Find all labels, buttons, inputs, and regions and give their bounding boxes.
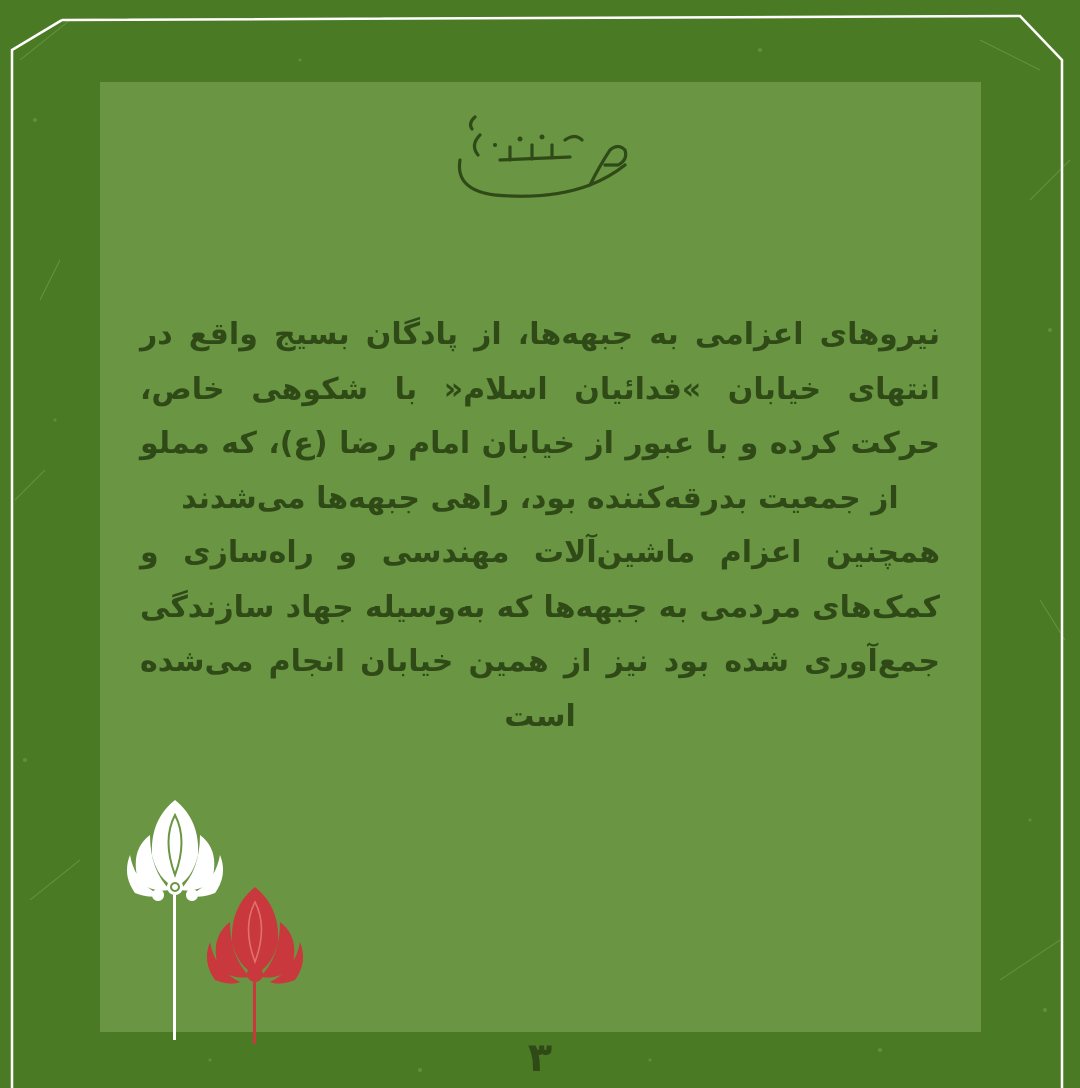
calligraphy-logo-icon: [440, 105, 640, 205]
body-text: [140, 308, 940, 744]
red-lotus-flower-icon: [200, 882, 310, 1047]
paragraph-2: همچنین اعزام ماشین‌آلات مهندسی و راه‌سازی و کمک‌های مردمی به جبهه‌ها که به‌وسیله جهاد سازندگی جمع‌آوری شده بود نیز از همین خیابان انجام می‌شده است: [140, 535, 940, 734]
paragraph-1: نیروهای اعزامی به جبهه‌ها، از پادگان بسیج واقع در انتهای خیابان »فدائیان اسلام« با شکوهی خاص، حرکت کرده و با عبور از خیابان امام رضا (ع)، که مملو از جمعیت بدرقه‌کننده بود، راهی جبهه‌ها می‌شدند: [140, 317, 940, 516]
page-number: ۳: [527, 1035, 553, 1081]
